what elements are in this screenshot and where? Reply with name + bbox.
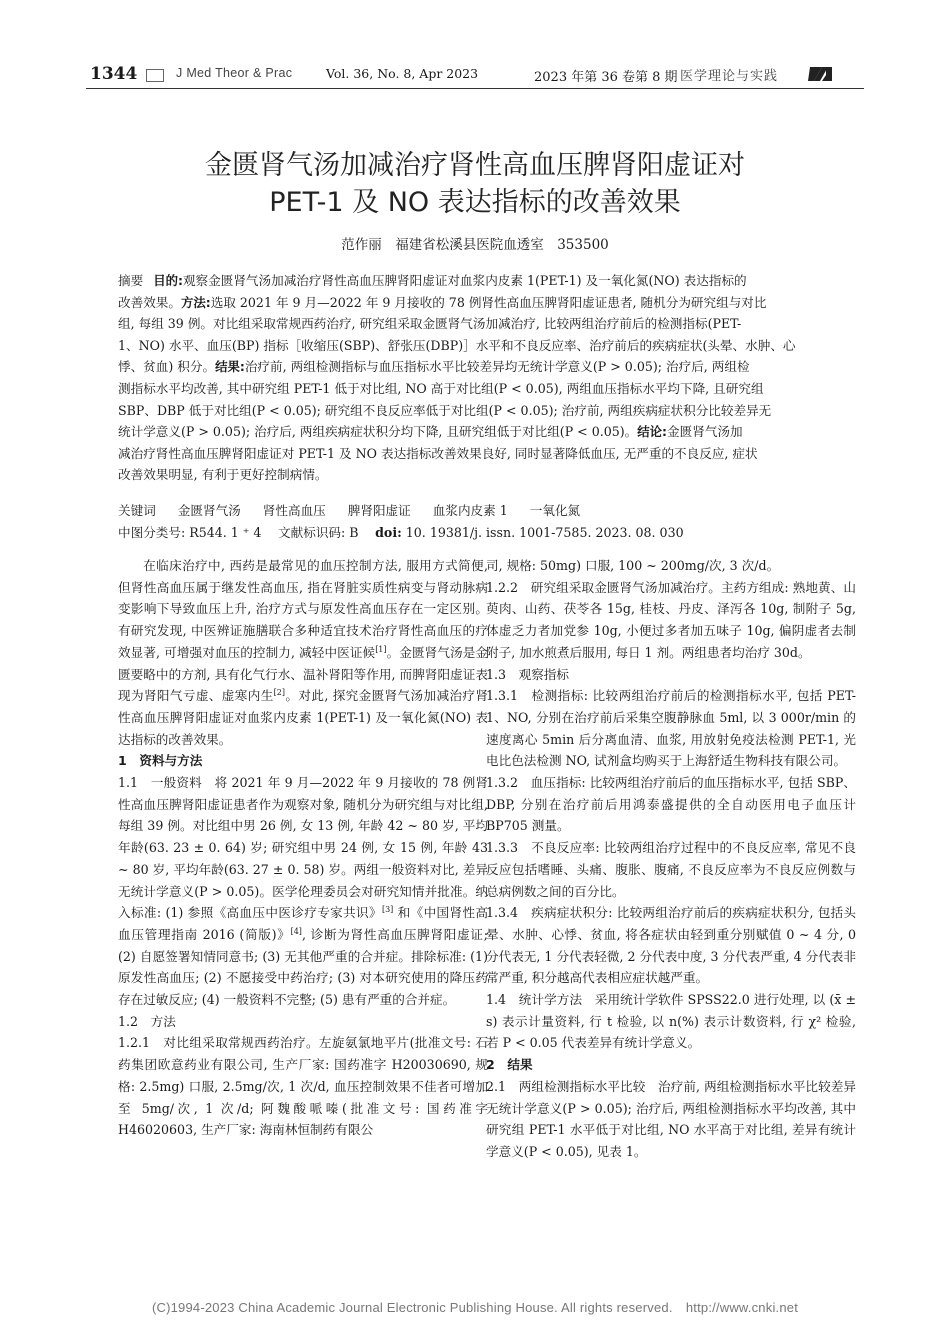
article-title-line-2: PET-1 及 NO 表达指标的改善效果 (269, 187, 681, 218)
keyword: 金匮肾气汤 (177, 503, 241, 518)
journal-name-cn: 医学理论与实践 (680, 69, 779, 84)
abstract-text: 组, 每组 39 例。对比组采取常规西药治疗, 研究组采取金匮肾气汤加减治疗, 比较两组治疗前后的检测指标(PET- (118, 316, 742, 332)
body-text: 司, 规格: 50mg) 口服, 100 ~ 200mg/次, 3 次/d。 (486, 558, 780, 573)
journal-logo-icon (808, 64, 838, 84)
body-paragraph (486, 1076, 856, 1163)
keyword: 血浆内皮素 1 (432, 503, 508, 518)
keywords-label: 关键词 (118, 503, 156, 518)
body-text: 。金匮肾气汤是金匮要略中的方剂, 具有化气行水、温补肾阳等作用, 而脾肾阳虚证表现为肾阳气亏虚、虚寒内生 (118, 644, 489, 704)
body-text: 1.3 观察指标 (486, 666, 569, 682)
abstract-label: 摘要 (118, 273, 144, 288)
body-text: 在临床治疗中, 西药是最常见的血压控制方法, 服用方式简便, 但肾性高血压属于继发性高血压, 指在肾脏实质性病变与肾动脉病变影响下导致血压上升, 治疗方式与原发性高血压存在一定区别。有研究发现, 中医辨证施膳联合多种适宜技术治疗肾性高血压的疗效显著, 可增强对血压的控制力, 减轻中医证候 (118, 558, 488, 660)
issue-info-cn: 2023 年第 36 卷第 8 期 (534, 70, 678, 85)
citation-ref: [1] (375, 644, 387, 654)
abstract-section-label: 目的: (153, 273, 183, 288)
body-paragraph (486, 837, 856, 902)
page-number: 1344 (90, 64, 138, 84)
body-text: 1.4 统计学方法 采用统计学软件 SPSS22.0 进行处理, 以 (x̄ ± s) 表示计量资料, 行 t 检验, 以 n(%) 表示计数资料, 行 χ² 检验, 若 P < 0.05 代表差异有统计学意义。 (486, 992, 856, 1051)
body-paragraph (486, 555, 856, 577)
body-column-left (118, 555, 488, 1141)
document-code: 文献标识码: B (278, 525, 359, 540)
abstract-text: 悸、贫血) 积分。 (118, 359, 216, 375)
abstract-line (118, 292, 848, 314)
body-paragraph (486, 989, 856, 1054)
running-header (86, 64, 866, 86)
abstract-text: 减治疗肾性高血压脾肾阳虚证对 PET-1 及 NO 表达指标改善效果良好, 同时显著降低血压, 无严重的不良反应, 症状 (118, 445, 758, 461)
abstract-text: 测指标水平均改善, 其中研究组 PET-1 低于对比组, NO 高于对比组(P < 0.05), 两组血压指标水平均下降, 且研究组 (118, 381, 764, 396)
abstract-line (118, 421, 848, 443)
citation-ref: [4] (290, 926, 302, 936)
abstract-section-label: 方法: (180, 294, 211, 310)
body-paragraph (118, 555, 488, 750)
author-affiliation: 范作丽 福建省松溪县医院血透室 353500 (341, 237, 609, 253)
doi-value: 10. 19381/j. issn. 1001-7585. 2023. 08. 030 (405, 525, 684, 540)
body-paragraph (486, 685, 856, 772)
body-text: 1.3.1 检测指标: 比较两组治疗前后的检测指标水平, 包括 PET-1、NO, 分别在治疗前后采集空腹静脉血 5ml, 以 3 000r/min 的速度离心 5min 后分离血清、血浆, 用放射免疫法检测 PET-1, 光电比色法检测 NO, 试剂盒均购买于上海舒适生物科技有限公司。 (486, 688, 856, 769)
keywords (118, 500, 848, 519)
keyword: 脾肾阳虚证 (347, 503, 411, 518)
classification-line (118, 522, 848, 541)
citation-ref: [3] (381, 905, 394, 915)
header-box-mark (146, 69, 164, 82)
body-text: , 诊断为肾性高血压脾肾阳虚证; (2) 自愿签署知情同意书; (3) 无其他严重的合并症。排除标准: (1) 原发性高血压; (2) 不愿接受中药治疗; (3) 对本研究使用的降压药存在过敏反应; (4) 一般资料不完整; (5) 患有严重的合并症。 (118, 926, 488, 1008)
abstract-line (118, 378, 848, 400)
body-text: 1.3.2 血压指标: 比较两组治疗前后的血压指标水平, 包括 SBP、DBP, 分别在治疗前后用鸿泰盛提供的全自动医用电子血压计 BP705 测量。 (486, 775, 856, 834)
body-text: 1.2.1 对比组采取常规西药治疗。左旋氨氯地平片(批准文号: 石药集团欧意药业有限公司, 生产厂家: 国药准字 H20030690, 规格: 2.5mg) 口服, 2.5mg/次, 1 次/d, 血压控制效果不佳者可增加至 5mg/次, 1 次/d; 阿魏酸哌嗪(批准文号: 国药准字 H46020603, 生产厂家: 海南林恒制药有限公 (118, 1035, 488, 1138)
header-rule (86, 88, 864, 89)
abstract-text: 选取 2021 年 9 月—2022 年 9 月接收的 78 例肾性高血压脾肾阳虚证患者, 随机分为研究组与对比 (210, 294, 767, 310)
body-paragraph (486, 577, 856, 664)
abstract-text: SBP、DBP 低于对比组(P < 0.05); 研究组不良反应率低于对比组(P < 0.05); 治疗前, 两组疾病症状积分比较差异无 (118, 402, 772, 418)
abstract-line (118, 335, 848, 357)
abstract-text: 1、NO) 水平、血压(BP) 指标［收缩压(SBP)、舒张压(DBP)］水平和不良反应率、治疗前后的疾病症状(头晕、水肿、心 (118, 337, 796, 353)
abstract-text: 改善效果明显, 有利于更好控制病情。 (118, 467, 328, 483)
body-text: 2.1 两组检测指标水平比较 治疗前, 两组检测指标水平比较差异无统计学意义(P > 0.05); 治疗后, 两组检测指标水平均改善, 其中研究组 PET-1 水平低于对比组, NO 水平高于对比组, 差异有统计学意义(P < 0.05), 见表 1。 (486, 1078, 856, 1159)
abstract-text: 改善效果。 (118, 294, 181, 310)
body-text: 1.3.3 不良反应率: 比较两组治疗过程中的不良反应率, 常见不良反应包括嗜睡、头痛、腹胀、腹痛, 不良反应率为不良反应例数与总病例数之间的百分比。 (486, 840, 856, 899)
keyword: 一氧化氮 (529, 503, 581, 518)
doi-label: doi: (375, 525, 402, 540)
article-title-line-1: 金匮肾气汤加减治疗肾性高血压脾肾阳虚证对 (205, 150, 745, 181)
abstract-section-label: 结果: (215, 359, 245, 375)
body-text: 和《中国肾性高血压管理指南 2016 (简版)》 (118, 905, 488, 942)
abstract-line (118, 464, 848, 486)
section-heading: 1 资料与方法 (118, 753, 203, 769)
citation-ref: [2] (273, 688, 286, 698)
body-paragraph (118, 1032, 488, 1141)
body-paragraph (486, 664, 856, 686)
body-text: 1.3.4 疾病症状积分: 比较两组治疗前后的疾病症状积分, 包括头晕、水肿、心悸、贫血, 将各症状由轻到重分别赋值 0 ~ 4 分, 0 分代表无, 1 分代表轻微, 2 分代表中度, 3 分代表严重, 4 分代表非常严重, 积分越高代表相应症状越严重。 (486, 905, 856, 986)
abstract-line (118, 270, 848, 292)
body-paragraph (486, 772, 856, 837)
abstract-line (118, 443, 848, 465)
copyright-footer: (C)1994-2023 China Academic Journal Electronic Publishing House. All rights reserved. http://www.cnki.net (151, 1300, 799, 1315)
journal-name-en: J Med Theor & Prac (176, 66, 293, 80)
abstract-text: 治疗前, 两组检测指标与血压指标水平比较差异均无统计学意义(P > 0.05); 治疗后, 两组检 (244, 359, 750, 375)
body-paragraph (118, 1011, 488, 1033)
abstract-line (118, 313, 848, 335)
body-paragraph (118, 772, 488, 1011)
abstract-text: 观察金匮肾气汤加减治疗肾性高血压脾肾阳虚证对血浆内皮素 1(PET-1) 及一氧化氮(NO) 表达指标的 (182, 273, 747, 288)
section-heading: 2 结果 (486, 1057, 533, 1073)
abstract-text: 金匮肾气汤加 (667, 424, 743, 440)
body-text: 。对此, 探究金匮肾气汤加减治疗肾性高血压脾肾阳虚证对血浆内皮素 1(PET-1) 及一氧化氮(NO) 表达指标的改善效果。 (118, 688, 488, 747)
volume-info-en: Vol. 36, No. 8, Apr 2023 (326, 66, 479, 81)
abstract-section-label: 结论: (637, 424, 668, 440)
abstract-text: 统计学意义(P > 0.05); 治疗后, 两组疾病症状积分均下降, 且研究组低于对比组(P < 0.05)。 (118, 424, 638, 440)
keyword: 肾性高血压 (262, 503, 326, 518)
abstract-line (118, 400, 848, 422)
body-text: 1.2 方法 (118, 1013, 176, 1029)
body-text: 1.2.2 研究组采取金匮肾气汤加减治疗。主药方组成: 熟地黄、山萸肉、山药、茯苓各 15g, 桂枝、丹皮、泽泻各 10g, 制附子 5g, 体虚乏力者加党参 10g, 小便过多者加五味子 10g, 偏阴虚者去制附子, 加水煎煮后服用, 每日 1 剂。两组患者均治疗 30d。 (486, 579, 856, 660)
abstract-line (118, 356, 848, 378)
body-text: 1.1 一般资料 将 2021 年 9 月—2022 年 9 月接收的 78 例肾性高血压脾肾阳虚证患者作为观察对象, 随机分为研究组与对比组, 每组 39 例。对比组中男 26 例, 女 13 例, 年龄 42 ~ 80 岁, 平均年龄(63. 23 ± 0. 64) 岁; 研究组中男 24 例, 女 15 例, 年龄 43 ~ 80 岁, 平均年龄(63. 27 ± 0. 58) 岁。两组一般资料对比, 差异无统计学意义(P > 0.05)。医学伦理委员会对研究知情并批准。纳入标准: (1) 参照《高血压中医诊疗专家共识》 (118, 775, 488, 921)
body-paragraph (486, 902, 856, 989)
clc-number: 中图分类号: R544. 1 ⁺ 4 (118, 525, 262, 540)
body-column-right (486, 555, 856, 1163)
